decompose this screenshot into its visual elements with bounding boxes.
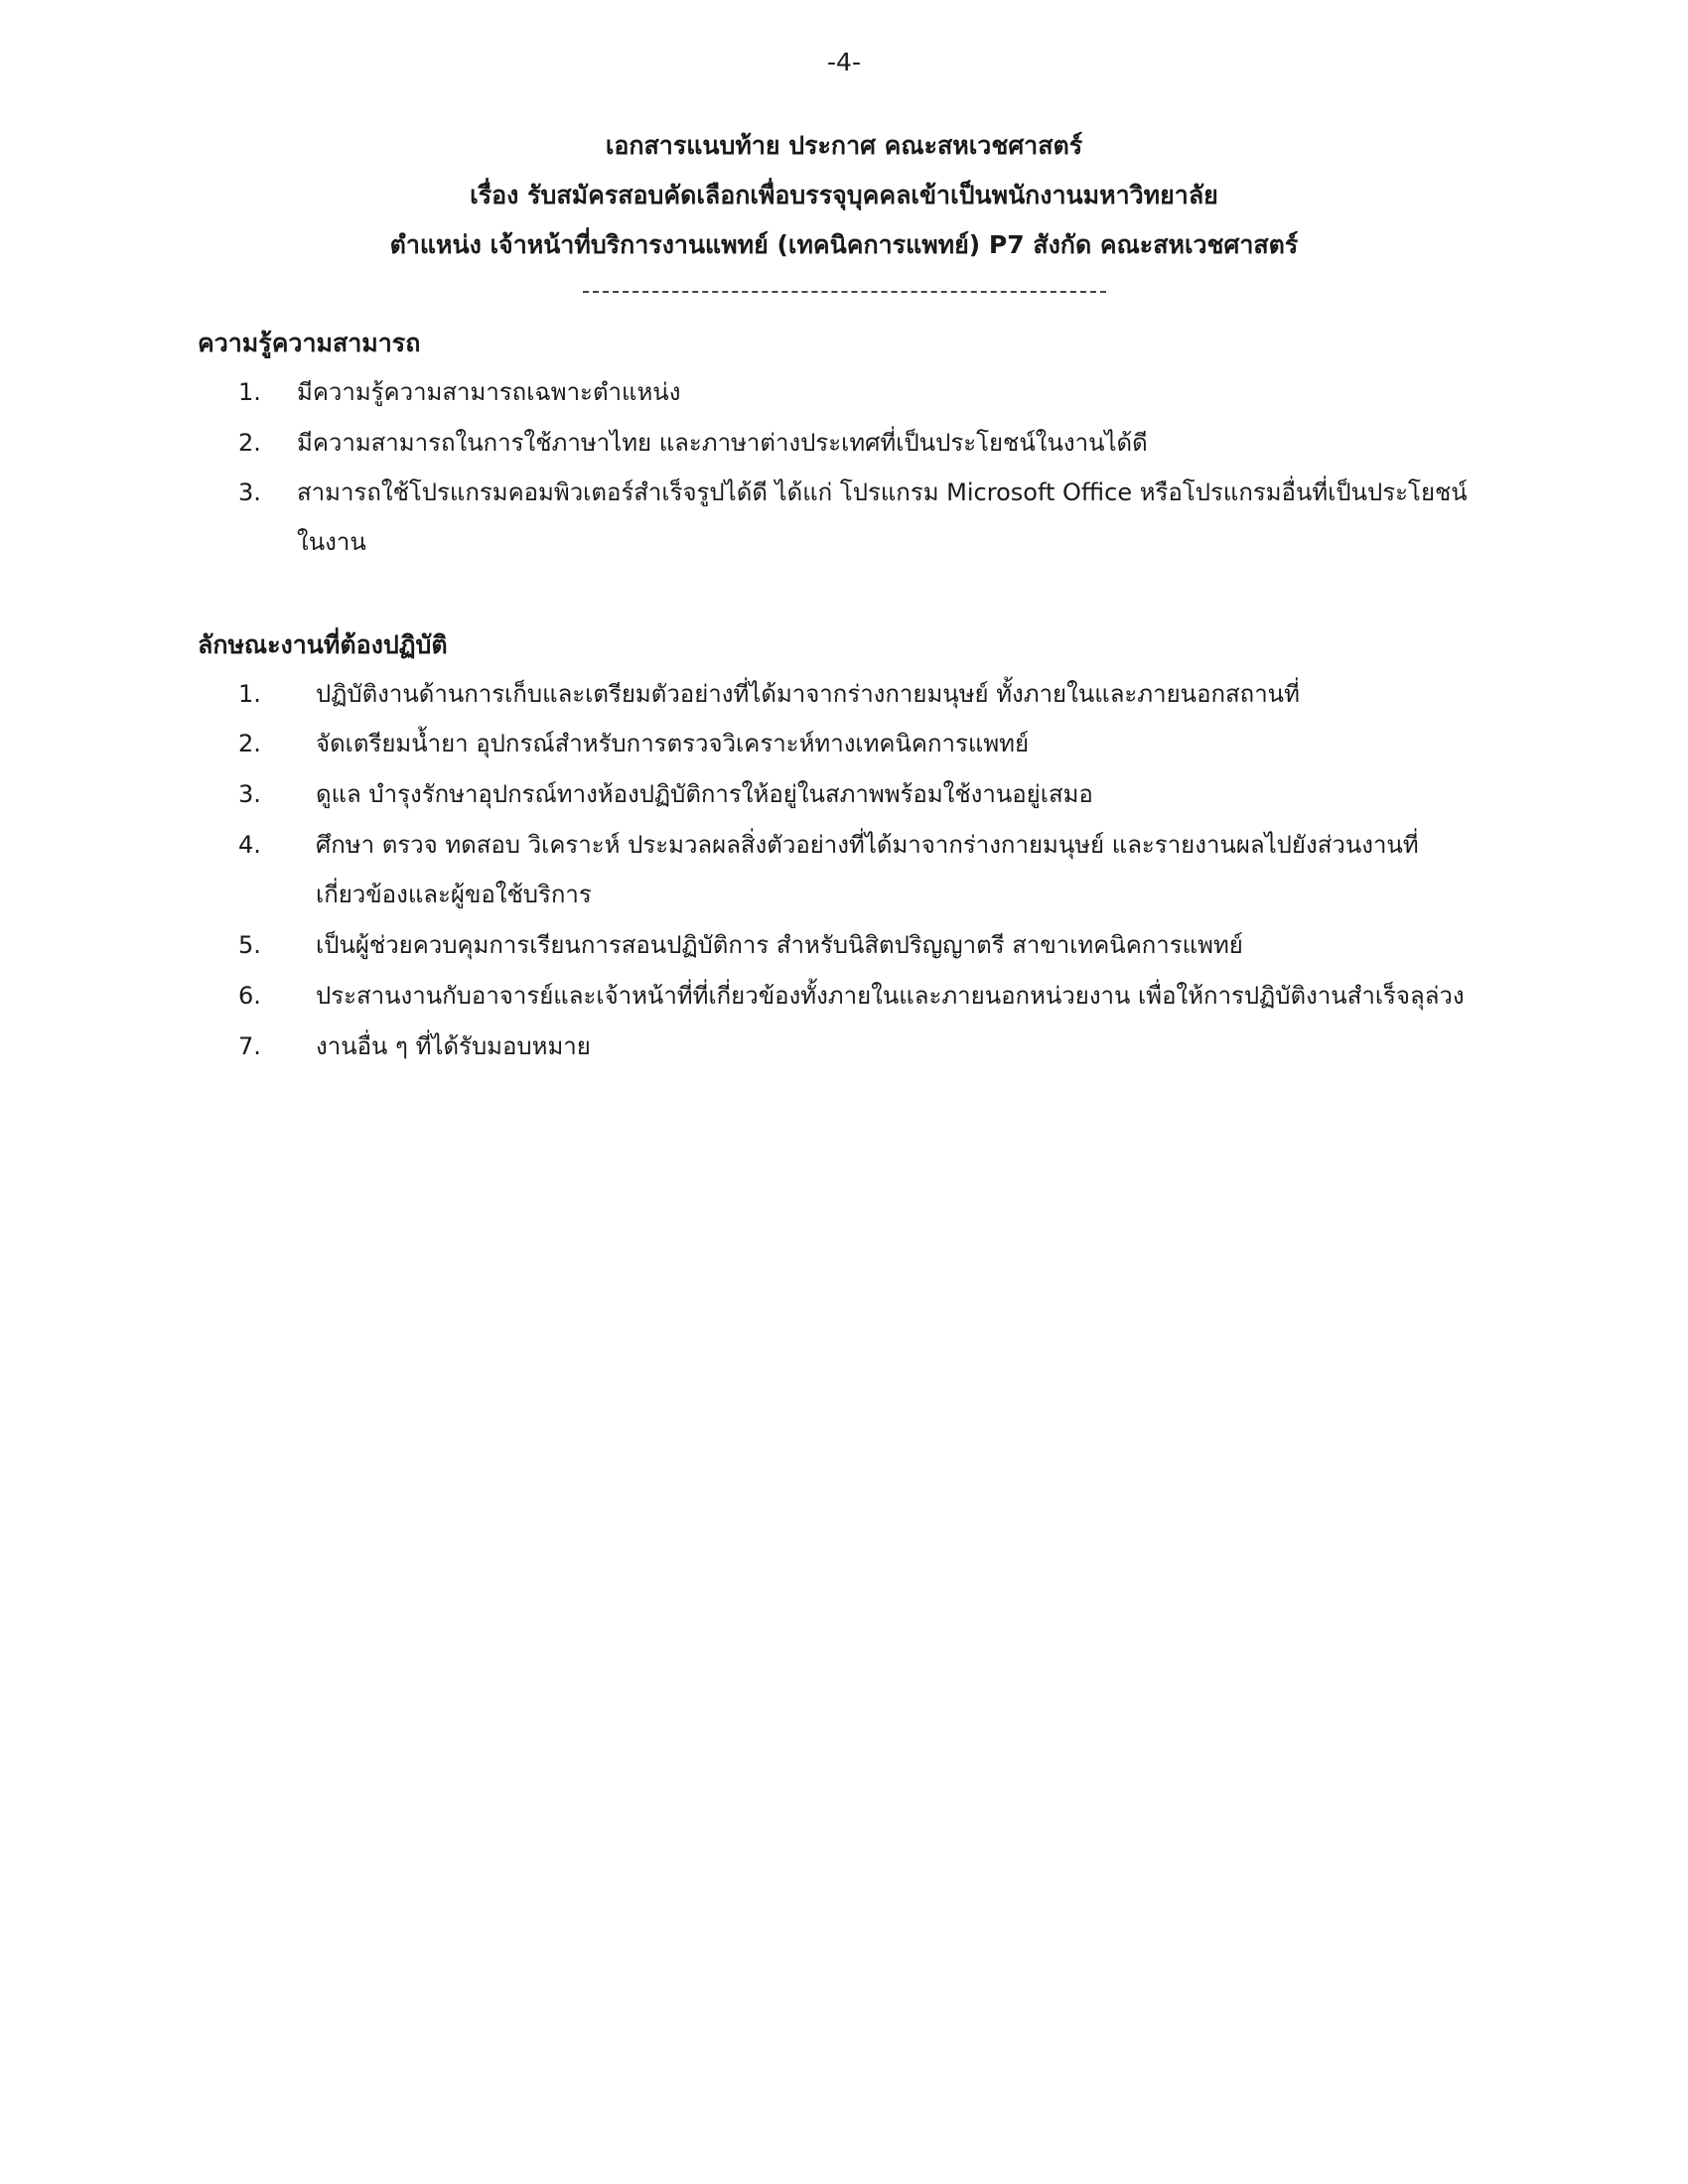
duty-item-text: ปฏิบัติงานด้านการเก็บและเตรียมตัวอย่างที่ได้มาจากร่างกายมนุษย์ ทั้งภายในและภายนอกสถานที่ <box>316 680 1300 708</box>
duty-item-continuation: เกี่ยวข้องและผู้ขอใช้บริการ <box>316 881 592 908</box>
header-line-3: ตำแหน่ง เจ้าหน้าที่บริการงานแพทย์ (เทคนิคการแพทย์) P7 สังกัด คณะสหเวชศาสตร์ <box>389 230 1299 259</box>
duty-item-text: จัดเตรียมน้ำยา อุปกรณ์สำหรับการตรวจวิเคราะห์ทางเทคนิคการแพทย์ <box>316 730 1030 757</box>
page-number: -4- <box>827 48 861 76</box>
duty-item-text: ดูแล บำรุงรักษาอุปกรณ์ทางห้องปฏิบัติการให้อยู่ในสภาพพร้อมใช้งานอยู่เสมอ <box>316 780 1093 808</box>
header-line-2: เรื่อง รับสมัครสอบคัดเลือกเพื่อบรรจุบุคคลเข้าเป็นพนักงานมหาวิทยาลัย <box>470 181 1218 209</box>
knowledge-item-number: 3. <box>238 478 261 506</box>
header-line-1: เอกสารแนบท้าย ประกาศ คณะสหเวชศาสตร์ <box>605 131 1083 160</box>
duty-item-number: 6. <box>238 982 261 1010</box>
duty-item-number: 1. <box>238 680 261 708</box>
document-header <box>0 121 1688 270</box>
duty-item-text: เป็นผู้ช่วยควบคุมการเรียนการสอนปฏิบัติการ สำหรับนิสิตปริญญาตรี สาขาเทคนิคการแพทย์ <box>316 931 1243 959</box>
duty-item-number: 5. <box>238 931 261 959</box>
knowledge-item-number: 1. <box>238 378 261 406</box>
duty-item-number: 2. <box>238 730 261 757</box>
duty-item-text: ประสานงานกับอาจารย์และเจ้าหน้าที่ที่เกี่ยวข้องทั้งภายในและภายนอกหน่วยงาน เพื่อให้การปฏิบัติงานสำเร็จลุล่วง <box>316 982 1465 1010</box>
dashed-divider <box>583 291 1106 293</box>
duty-item-number: 3. <box>238 780 261 808</box>
duty-item-number: 4. <box>238 831 261 859</box>
knowledge-item-text: มีความสามารถในการใช้ภาษาไทย และภาษาต่างประเทศที่เป็นประโยชน์ในงานได้ดี <box>297 429 1148 457</box>
knowledge-item-text: มีความรู้ความสามารถเฉพาะตำแหน่ง <box>297 378 681 406</box>
duties-heading: ลักษณะงานที่ต้องปฏิบัติ <box>198 630 448 659</box>
knowledge-item-text: สามารถใช้โปรแกรมคอมพิวเตอร์สำเร็จรูปได้ดี ได้แก่ โปรแกรม Microsoft Office หรือโปรแกรมอื่นที่เป็นประโยชน์ <box>297 478 1468 506</box>
duty-item-text: งานอื่น ๆ ที่ได้รับมอบหมาย <box>316 1032 591 1060</box>
duty-item-number: 7. <box>238 1032 261 1060</box>
knowledge-item-number: 2. <box>238 429 261 457</box>
knowledge-item-continuation: ในงาน <box>297 528 366 556</box>
duty-item-text: ศึกษา ตรวจ ทดสอบ วิเคราะห์ ประมวลผลสิ่งตัวอย่างที่ได้มาจากร่างกายมนุษย์ และรายงานผลไปยังส่วนงานที่ <box>316 831 1419 859</box>
knowledge-heading: ความรู้ความสามารถ <box>198 329 421 357</box>
